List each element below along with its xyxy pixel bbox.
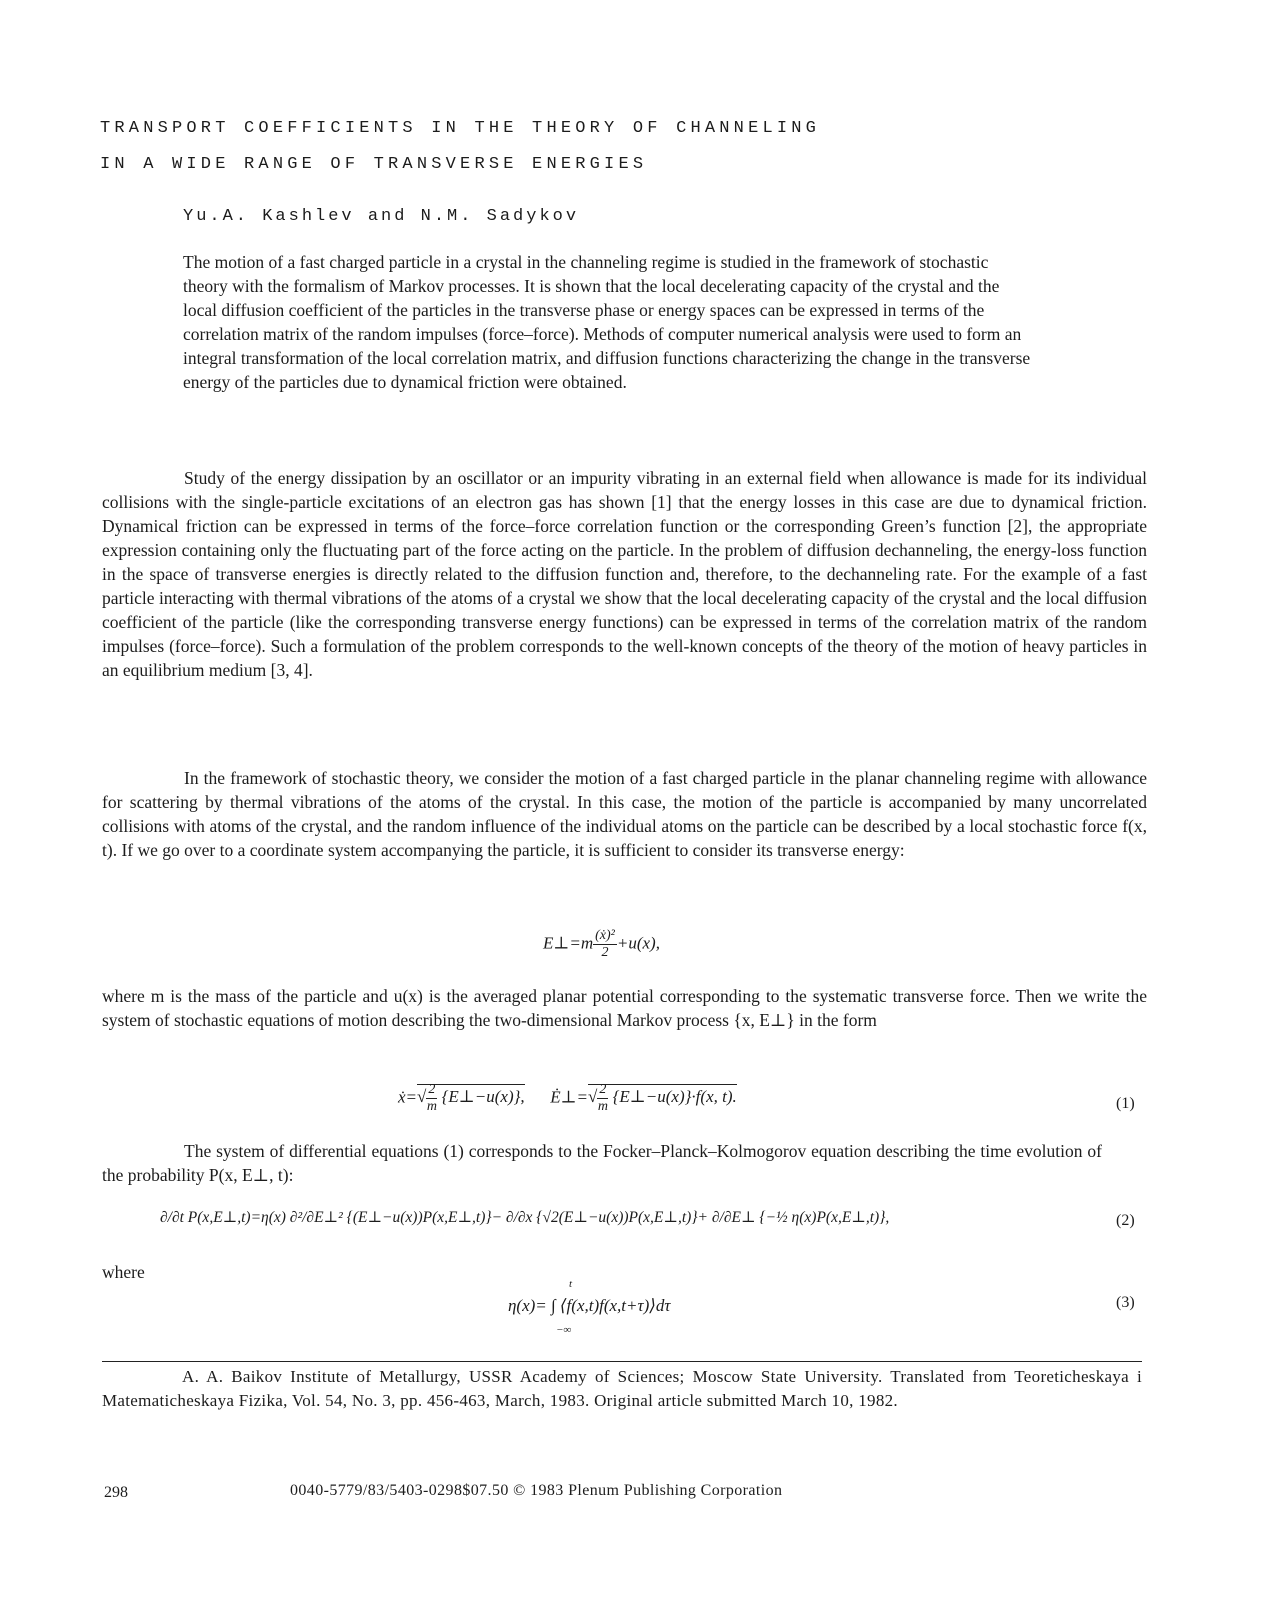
copyright-line: 0040-5779/83/5403-0298$07.50 © 1983 Plenum Publishing Corporation: [290, 1482, 783, 1499]
equation-2-number: (2): [1116, 1212, 1135, 1229]
paragraph-3: where m is the mass of the particle and u(x) is the averaged planar potential corresponding to the systematic transverse force. Then we write the system of stochastic equations of motion describing the two-dimensional Markov process {x, E⊥} in the form: [102, 986, 1147, 1030]
eq3-body: η(x)= ∫ ⟨f(x,t)f(x,t+τ)⟩dτ: [508, 1296, 671, 1315]
paragraph-4: The system of differential equations (1) corresponds to the Focker–Planck–Kolmogorov equation describing the time evolution of the probability P(x, E⊥, t):: [102, 1141, 1102, 1185]
eq1-frac-2: [597, 1082, 608, 1115]
paragraph-2: In the framework of stochastic theory, we consider the motion of a fast charged particle in the planar channeling regime with allowance for scattering by thermal vibrations of the atoms of the crystal. In this case, the motion of the particle is accompanied by many uncorrelated collisions with atoms of the crystal, and the random influence of the individual atoms on the particle can be described by a local stochastic force f(x, t). If we go over to a coordinate system accompanying the particle, it is sufficient to consider its transverse energy:: [102, 768, 1147, 860]
eq1-edot: Ė⊥=: [550, 1087, 589, 1107]
abstract: The motion of a fast charged particle in a crystal in the channeling regime is studied in the framework of stochastic theory with the formalism of Markov processes. It is shown that the local decelerating capacity of the crystal and the local diffusion coefficient of the particles in the transverse phase or energy spaces can be expressed in terms of the correlation matrix of the random impulses (force–force). Methods of computer numerical analysis were used to form an integral transformation of the local correlation matrix, and diffusion functions characterizing the change in the transverse energy of the particles due to dynamical friction were obtained.: [183, 252, 1031, 392]
eq1-xdot: ẋ=: [398, 1087, 418, 1107]
eq0-fraction: [593, 928, 617, 961]
equation-transverse-energy: [543, 928, 660, 961]
paragraph-1: Study of the energy dissipation by an oscillator or an impurity vibrating in an external field when allowance is made for its individual collisions with the single-particle excitations of an electron gas has shown [1] that the energy losses in this case are due to dynamical friction. Dynamical friction can be expressed in terms of the force–force correlation function or the corresponding Green’s function [2], the appropriate expression containing only the fluctuating part of the force acting on the particle. In the problem of diffusion dechanneling, the energy-loss function in the space of transverse energies is directly related to the diffusion function and, therefore, to the dechanneling rate. For the example of a fast particle interacting with thermal vibrations of the atoms of a crystal we show that the local decelerating capacity of the crystal and the local diffusion coefficient of the particle (like the corresponding transverse energy functions) can be expressed in terms of the correlation matrix of the random impulses (force–force). Such a formulation of the problem corresponds to the well-known concepts of the theory of the motion of heavy particles in an equilibrium medium [3, 4].: [102, 468, 1147, 680]
equation-1-number: (1): [1116, 1095, 1135, 1112]
eq1-num-2: 2: [599, 1082, 607, 1097]
authors: Yu.A. Kashlev and N.M. Sadykov: [183, 207, 580, 226]
eq0-rhs: +u(x),: [616, 933, 660, 953]
eq1-frac-1: [426, 1082, 437, 1115]
title-line-1: TRANSPORT COEFFICIENTS IN THE THEORY OF CHANNELING: [100, 119, 821, 138]
equation-3-number: (3): [1116, 1294, 1135, 1311]
eq1-term-2: {E⊥−u(x)}·f(x, t).: [612, 1087, 737, 1107]
equation-1: [398, 1082, 737, 1115]
page-number: 298: [104, 1484, 128, 1501]
title-line-2: IN A WIDE RANGE OF TRANSVERSE ENERGIES: [100, 155, 648, 174]
eq1-term-1: {E⊥−u(x)},: [441, 1087, 525, 1107]
eq1-sqrt-2: √ $\frac{2}{m}$ {E⊥−u(x)}·f(x, t).: [588, 1082, 737, 1114]
footnote: A. A. Baikov Institute of Metallurgy, USSR Academy of Sciences; Moscow State University. Translated from Teoreticheskaya i Matematicheskaya Fizika, Vol. 54, No. 3, pp. 456-463, March, 1983. Original article submitted March 10, 1982.: [102, 1367, 1142, 1410]
equation-3: [508, 1296, 670, 1316]
eq0-lhs: E⊥=m: [543, 933, 594, 953]
equation-2: ∂/∂t P(x,E⊥,t)=η(x) ∂²/∂E⊥² {(E⊥−u(x))P(x,E⊥,t)}− ∂/∂x {√2(E⊥−u(x))P(x,E⊥,t)}+ ∂/∂E⊥ {−½ η(x)P(x,E⊥,t)},: [160, 1209, 890, 1226]
eq1-sqrt-1: √ $\frac{2}{m}$ {E⊥−u(x)},: [417, 1082, 525, 1114]
where-label: where: [102, 1262, 145, 1282]
eq1-den-2: m: [597, 1099, 608, 1114]
footnote-rule: [102, 1361, 1142, 1362]
equation-3-upper-limit: t: [569, 1278, 573, 1290]
eq1-num-1: 2: [428, 1082, 436, 1097]
eq0-numerator: (ẋ)²: [595, 928, 615, 943]
equation-3-lower-limit: −∞: [556, 1324, 572, 1336]
eq1-den-1: m: [426, 1099, 437, 1114]
eq0-denominator: 2: [601, 945, 609, 960]
